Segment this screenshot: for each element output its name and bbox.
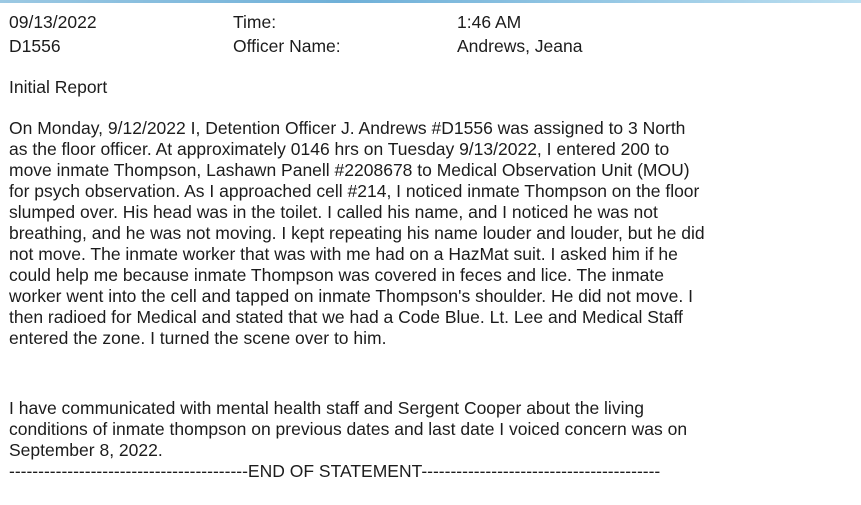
header-left-column — [9, 10, 97, 58]
officer-name-label: Officer Name: — [233, 36, 341, 56]
paragraph-line: On Monday, 9/12/2022 I, Detention Officer J. Andrews #D1556 was assigned to 3 North — [9, 118, 686, 138]
paragraph-line: slumped over. His head was in the toilet. I called his name, and I noticed he was not — [9, 202, 658, 222]
report-date: 09/13/2022 — [9, 12, 97, 32]
statement-paragraph-2 — [9, 398, 849, 461]
paragraph-line: move inmate Thompson, Lashawn Panell #2208678 to Medical Observation Unit (MOU) — [9, 160, 690, 180]
header-labels-column — [233, 10, 341, 58]
paragraph-line: September 8, 2022. — [9, 440, 163, 460]
paragraph-line: breathing, and he was not moving. I kept repeating his name louder and louder, but he did — [9, 223, 705, 243]
officer-badge-number: D1556 — [9, 36, 61, 56]
paragraph-line: entered the zone. I turned the scene over to him. — [9, 328, 387, 348]
time-label: Time: — [233, 12, 277, 32]
officer-name-value: Andrews, Jeana — [457, 36, 583, 56]
header-values-column — [457, 10, 583, 58]
paragraph-line: conditions of inmate thompson on previous dates and last date I voiced concern was on — [9, 419, 688, 439]
paragraph-line: for psych observation. As I approached cell #214, I noticed inmate Thompson on the floor — [9, 181, 700, 201]
paragraph-line: then radioed for Medical and stated that we had a Code Blue. Lt. Lee and Medical Staff — [9, 307, 683, 327]
paragraph-line: could help me because inmate Thompson was covered in feces and lice. The inmate — [9, 265, 665, 285]
end-of-statement: -----------------------------------------END OF STATEMENT----------------------------------------- — [9, 461, 661, 481]
time-value: 1:46 AM — [457, 12, 522, 32]
report-title: Initial Report — [9, 77, 108, 97]
paragraph-line: I have communicated with mental health staff and Sergent Cooper about the living — [9, 398, 644, 418]
top-border-line — [0, 0, 861, 3]
paragraph-line: worker went into the cell and tapped on inmate Thompson's shoulder. He did not move. I — [9, 286, 693, 306]
paragraph-line: as the floor officer. At approximately 0146 hrs on Tuesday 9/13/2022, I entered 200 to — [9, 139, 670, 159]
paragraph-line: not move. The inmate worker that was with me had on a HazMat suit. I asked him if he — [9, 244, 678, 264]
statement-paragraph-1 — [9, 118, 849, 349]
